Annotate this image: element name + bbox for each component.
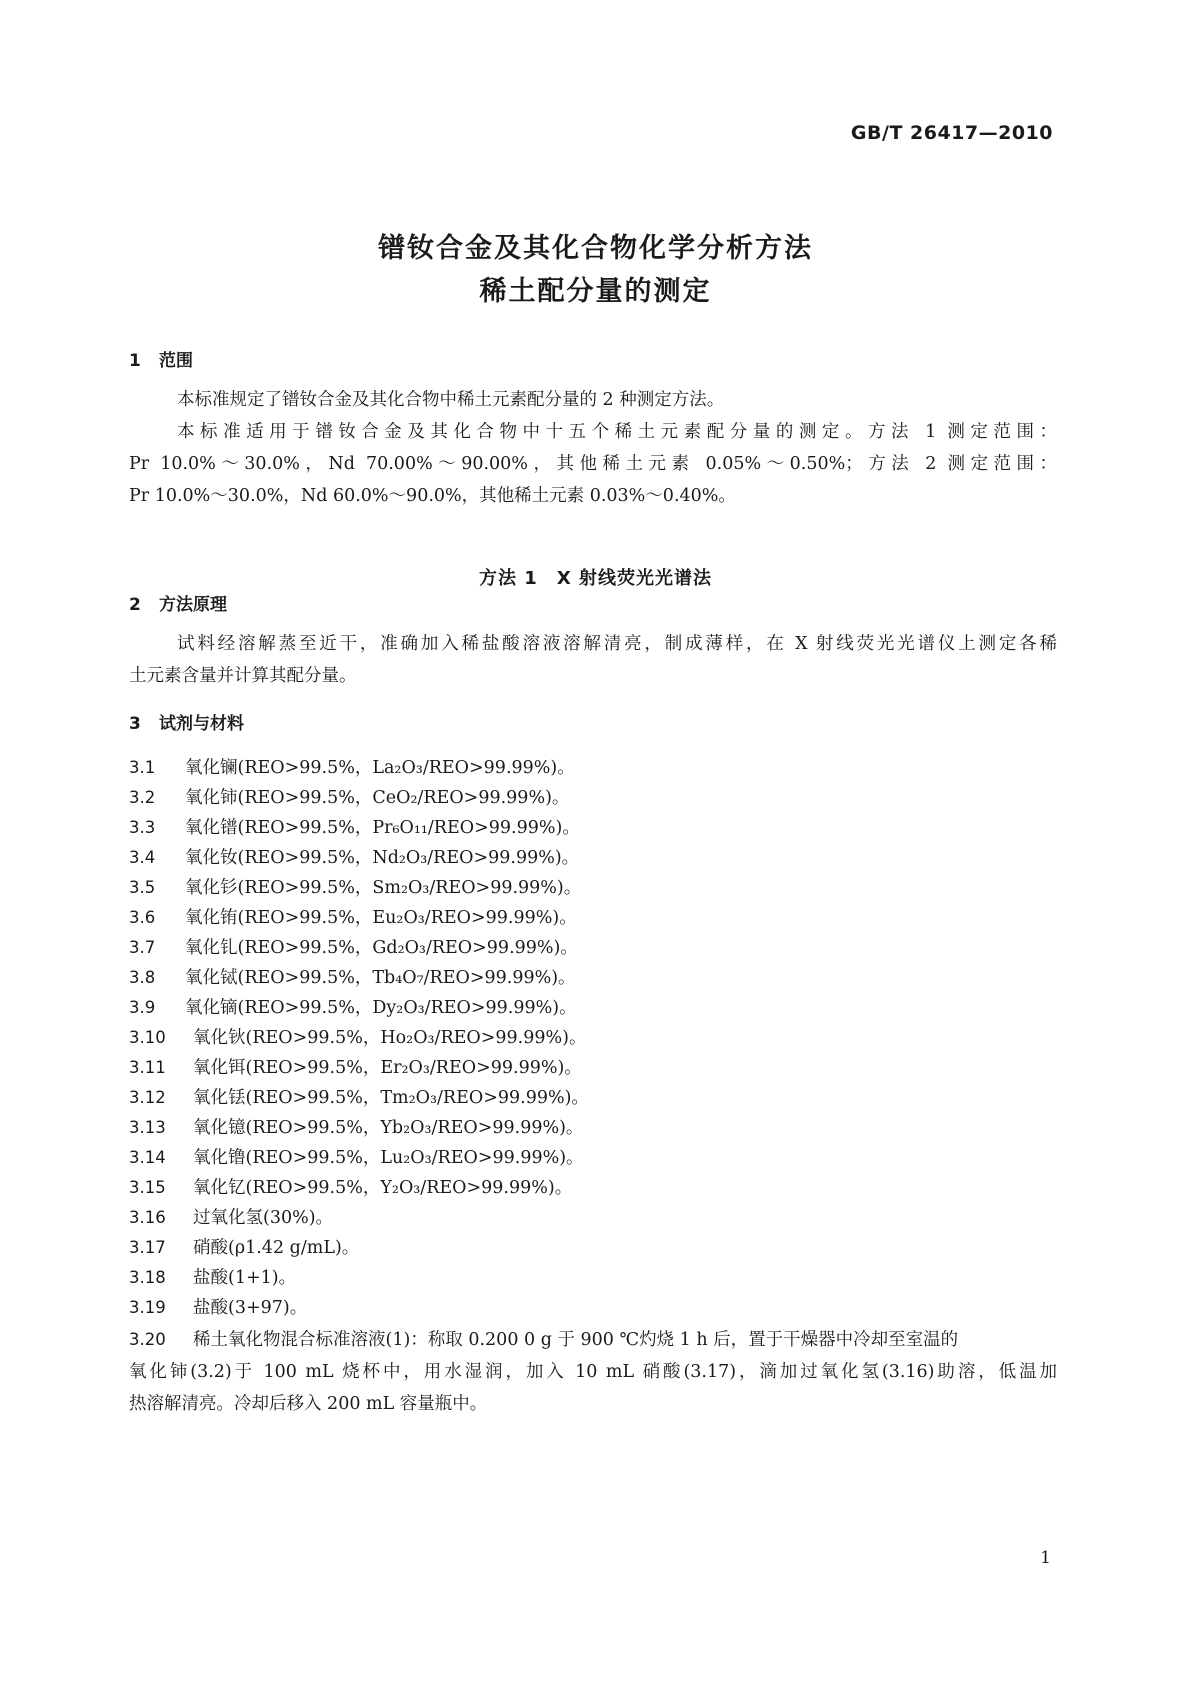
item-number: 3.3 — [129, 818, 156, 837]
item-number: 3.4 — [129, 848, 156, 867]
item-text: 氧化镥(REO>99.5%，Lu₂O₃/REO>99.99%)。 — [193, 1148, 584, 1168]
list-item — [129, 1264, 296, 1289]
section-title: 范围 — [159, 351, 193, 371]
list-item — [129, 934, 578, 959]
item-number: 3.18 — [129, 1268, 166, 1287]
list-item — [129, 1084, 589, 1109]
list-item — [129, 1204, 333, 1229]
document-title-line2: 稀土配分量的测定 — [479, 276, 712, 307]
item-text: 氧化镝(REO>99.5%，Dy₂O₃/REO>99.99%)。 — [185, 998, 577, 1018]
item-text: 氧化钇(REO>99.5%，Y₂O₃/REO>99.99%)。 — [193, 1178, 573, 1198]
item-number: 3.13 — [129, 1118, 166, 1137]
page-number: 1 — [1040, 1548, 1051, 1568]
scope-paragraph-2-line-2: Pr 10.0%～30.0%，Nd 70.00%～90.00%，其他稀土元素 0.05%～0.50%；方法 2 测定范围： — [129, 454, 1057, 474]
scope-paragraph-2-line-1: 本标准适用于镨钕合金及其化合物中十五个稀土元素配分量的测定。方法 1 测定范围： — [177, 422, 1057, 442]
item-number: 3.8 — [129, 968, 156, 987]
section-2-heading — [129, 590, 227, 615]
item-text: 氧化铒(REO>99.5%，Er₂O₃/REO>99.99%)。 — [193, 1058, 582, 1078]
item-text: 氧化钐(REO>99.5%，Sm₂O₃/REO>99.99%)。 — [185, 878, 582, 898]
section-title: 试剂与材料 — [159, 714, 244, 734]
item-text: 氧化镱(REO>99.5%，Yb₂O₃/REO>99.99%)。 — [193, 1118, 584, 1138]
item-text: 氧化钕(REO>99.5%，Nd₂O₃/REO>99.99%)。 — [185, 848, 580, 868]
section-1-heading — [129, 346, 193, 371]
section-title: 方法原理 — [159, 595, 227, 615]
item-number: 3.2 — [129, 788, 156, 807]
list-item — [129, 994, 577, 1019]
list-item — [129, 1294, 307, 1319]
item-number: 3.16 — [129, 1208, 166, 1227]
list-item — [129, 814, 580, 839]
scope-paragraph-1: 本标准规定了镨钕合金及其化合物中稀土元素配分量的 2 种测定方法。 — [177, 390, 725, 410]
item-text: 盐酸(1+1)。 — [193, 1268, 297, 1288]
item-text: 氧化铽(REO>99.5%，Tb₄O₇/REO>99.99%)。 — [185, 968, 576, 988]
principle-paragraph-line-1: 试料经溶解蒸至近干，准确加入稀盐酸溶液溶解清亮，制成薄样，在 X 射线荧光光谱仪上测定各稀 — [177, 634, 1057, 654]
item-text: 氧化镧(REO>99.5%，La₂O₃/REO>99.99%)。 — [185, 758, 575, 778]
list-item — [129, 874, 581, 899]
scope-paragraph-2-line-3: Pr 10.0%～30.0%，Nd 60.0%～90.0%，其他稀土元素 0.03%～0.40%。 — [129, 486, 736, 506]
item-3-20-line-2: 氧化铈(3.2)于 100 mL 烧杯中，用水湿润，加入 10 mL 硝酸(3.17)，滴加过氧化氢(3.16)助溶，低温加 — [129, 1362, 1057, 1382]
item-number: 3.19 — [129, 1298, 166, 1317]
item-number: 3.10 — [129, 1028, 166, 1047]
list-item — [129, 904, 577, 929]
list-item — [129, 784, 569, 809]
item-text: 过氧化氢(30%)。 — [193, 1208, 334, 1228]
list-item — [129, 1054, 582, 1079]
item-number: 3.11 — [129, 1058, 166, 1077]
item-text: 硝酸(ρ1.42 g/mL)。 — [193, 1238, 360, 1258]
item-number: 3.5 — [129, 878, 156, 897]
item-number: 3.15 — [129, 1178, 166, 1197]
item-number: 3.7 — [129, 938, 156, 957]
item-text: 氧化镨(REO>99.5%，Pr₆O₁₁/REO>99.99%)。 — [185, 818, 580, 838]
document-title-line1: 镨钕合金及其化合物化学分析方法 — [378, 233, 813, 264]
item-number: 3.6 — [129, 908, 156, 927]
item-number: 3.12 — [129, 1088, 166, 1107]
item-text: 氧化钆(REO>99.5%，Gd₂O₃/REO>99.99%)。 — [185, 938, 578, 958]
list-item — [129, 964, 576, 989]
item-3-20-line-3: 热溶解清亮。冷却后移入 200 mL 容量瓶中。 — [129, 1394, 488, 1414]
item-number: 3.14 — [129, 1148, 166, 1167]
item-number: 3.1 — [129, 758, 156, 777]
list-item — [129, 1174, 572, 1199]
section-number: 3 — [129, 714, 141, 734]
section-3-heading — [129, 709, 244, 734]
item-text: 氧化铈(REO>99.5%，CeO₂/REO>99.99%)。 — [185, 788, 570, 808]
list-item — [129, 1326, 1057, 1351]
item-text: 氧化钬(REO>99.5%，Ho₂O₃/REO>99.99%)。 — [193, 1028, 587, 1048]
list-item — [129, 1024, 586, 1049]
list-item — [129, 1234, 359, 1259]
section-number: 1 — [129, 351, 141, 371]
item-number: 3.20 — [129, 1330, 166, 1349]
list-item — [129, 1114, 583, 1139]
section-number: 2 — [129, 595, 141, 615]
item-number: 3.17 — [129, 1238, 166, 1257]
item-text: 氧化铥(REO>99.5%，Tm₂O₃/REO>99.99%)。 — [193, 1088, 589, 1108]
item-text: 稀土氧化物混合标准溶液(1)：称取 0.200 0 g 于 900 ℃灼烧 1 h 后，置于干燥器中冷却至室温的 — [193, 1330, 959, 1350]
standard-code: GB/T 26417—2010 — [850, 122, 1053, 144]
item-text: 盐酸(3+97)。 — [193, 1298, 308, 1318]
method-1-heading: 方法 1 X 射线荧光光谱法 — [479, 568, 712, 589]
item-number: 3.9 — [129, 998, 156, 1017]
list-item — [129, 1144, 584, 1169]
list-item — [129, 754, 575, 779]
list-item — [129, 844, 579, 869]
principle-paragraph-line-2: 土元素含量并计算其配分量。 — [129, 666, 357, 686]
item-text: 氧化铕(REO>99.5%，Eu₂O₃/REO>99.99%)。 — [185, 908, 577, 928]
